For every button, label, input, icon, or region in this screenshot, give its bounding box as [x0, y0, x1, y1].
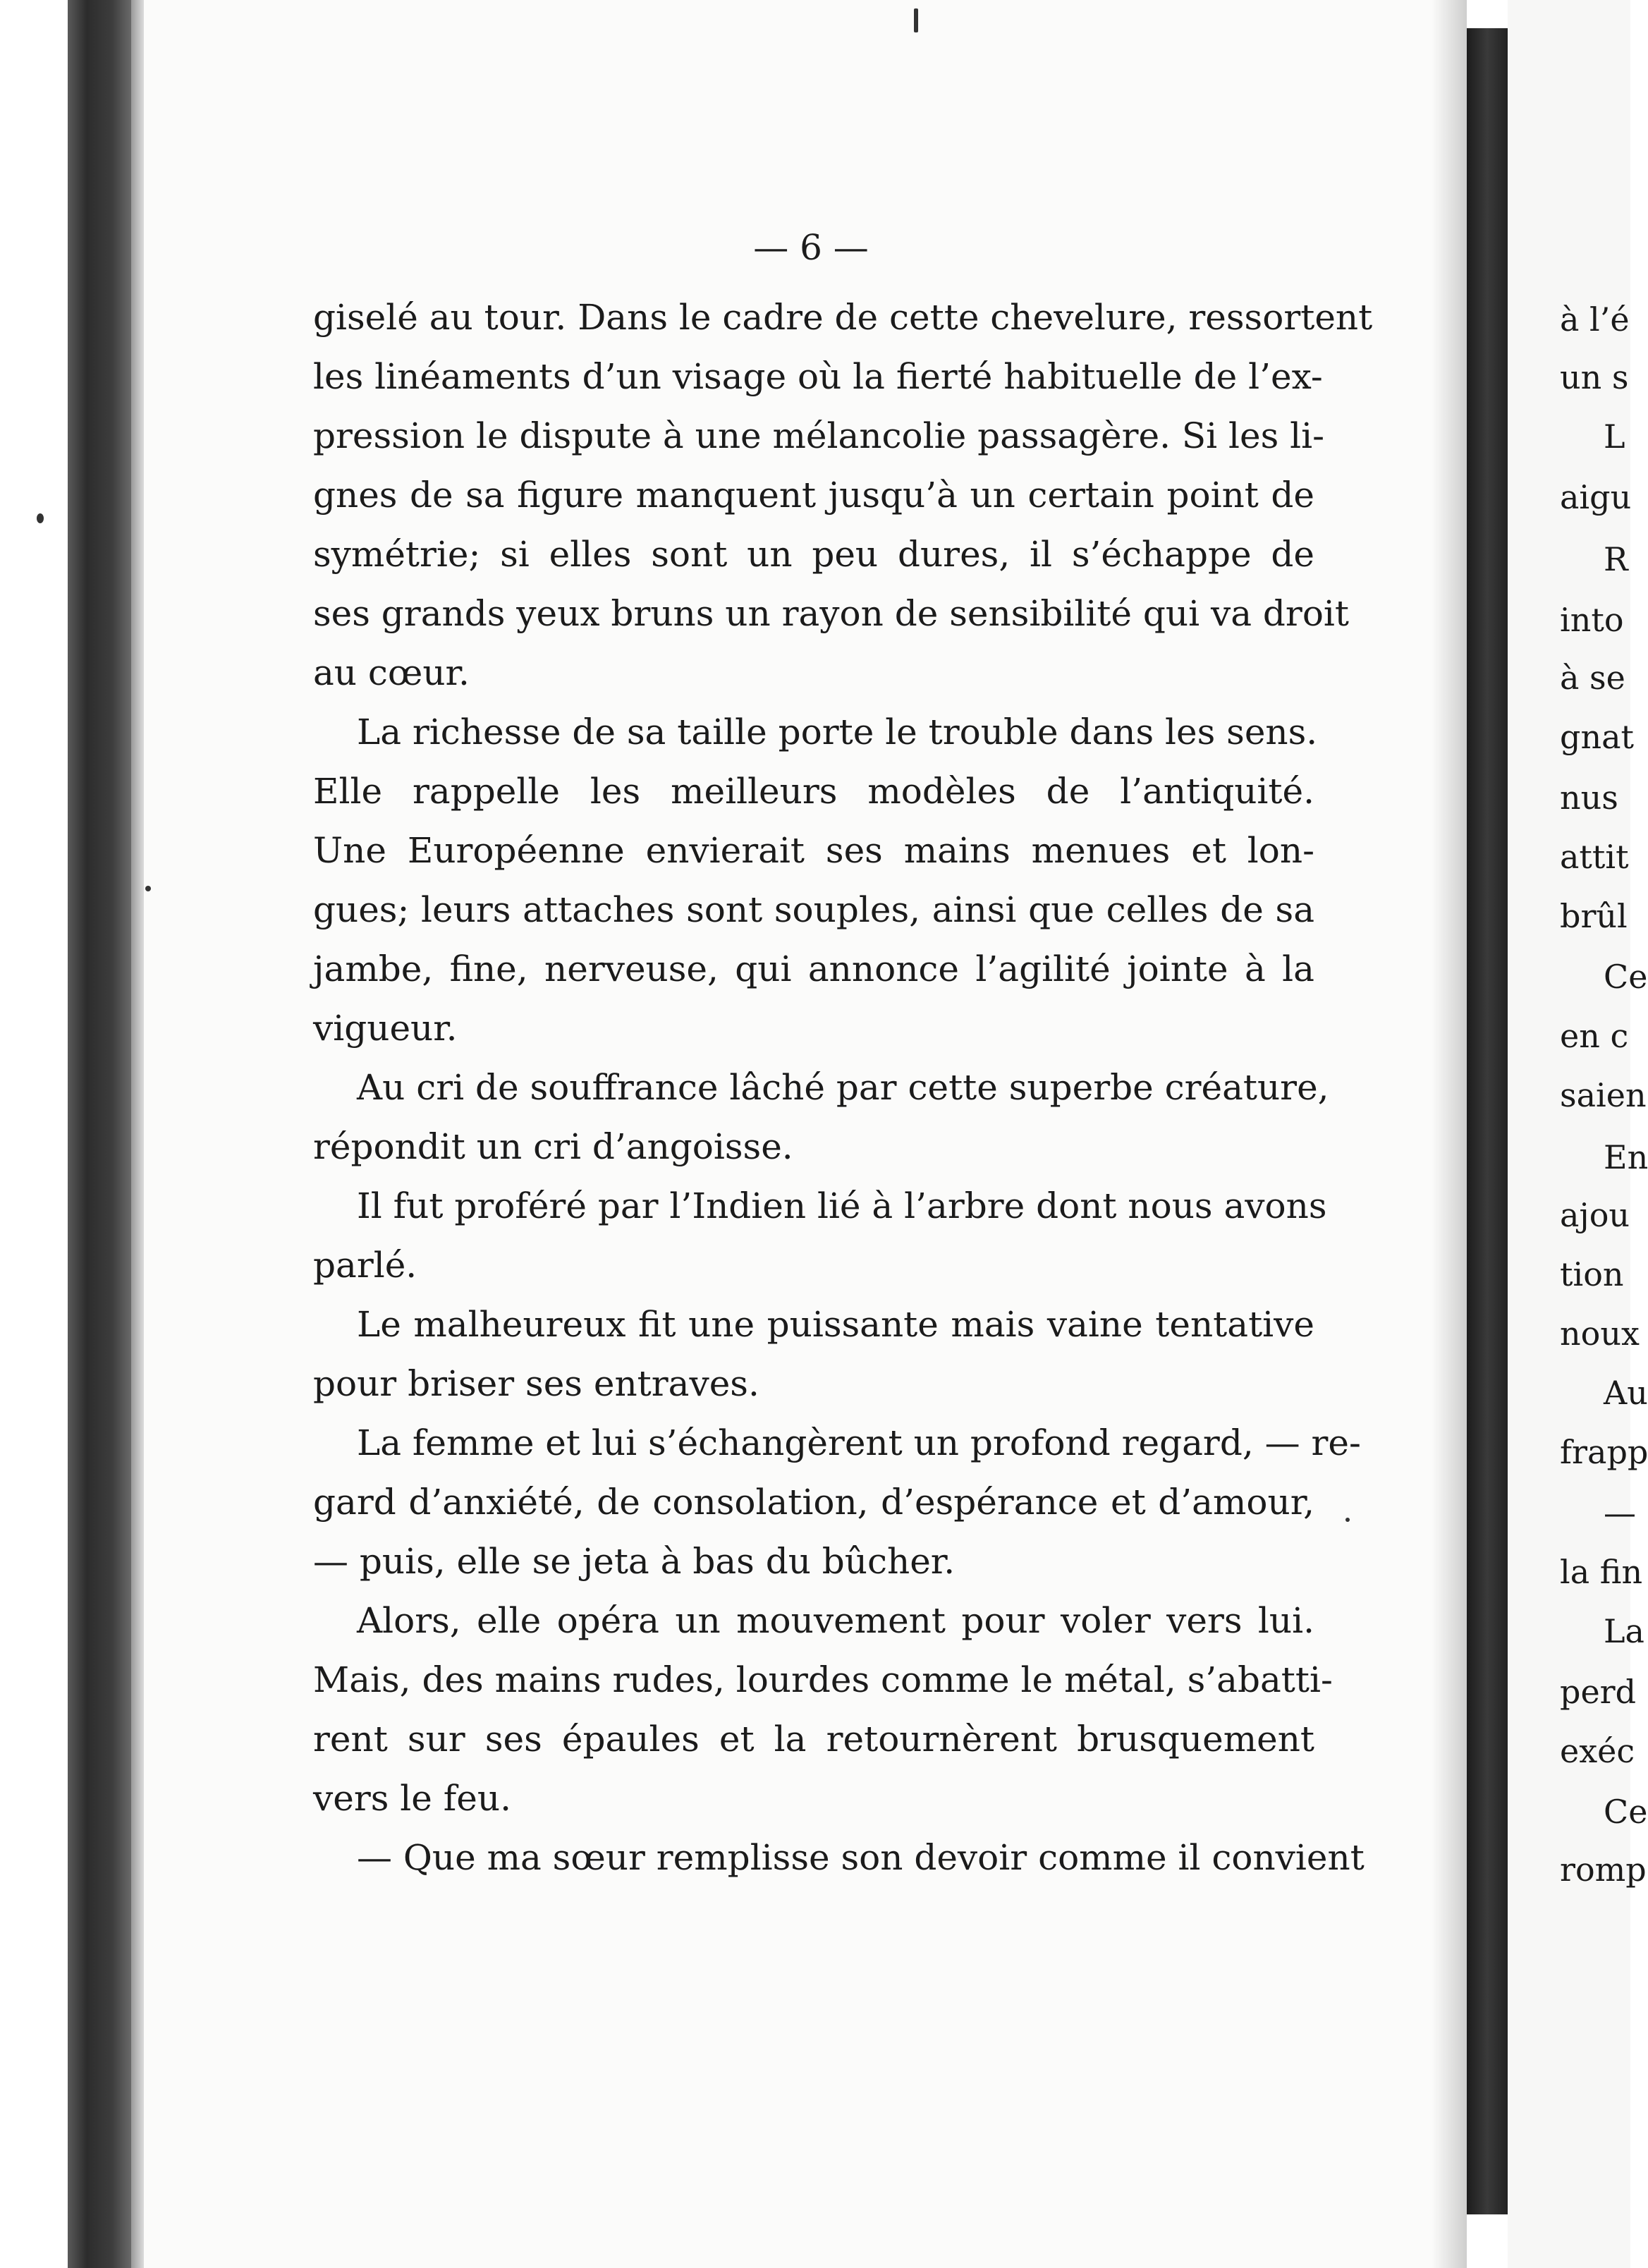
- next-page-fragment: aigu: [1560, 478, 1632, 516]
- next-page-fragment: la fin: [1560, 1553, 1643, 1591]
- text-line: Alors, elle opéra un mouvement pour voler vers lui.: [357, 1600, 1314, 1641]
- text-line: gnes de sa figure manquent jusqu’à un certain point de: [313, 475, 1314, 516]
- left-page-edge: [131, 0, 144, 2268]
- text-line: pression le dispute à une mélancolie passagère. Si les li-: [313, 415, 1325, 456]
- next-page-fragment: into: [1560, 601, 1624, 639]
- next-page-fragment: R: [1604, 540, 1628, 578]
- text-line: au cœur.: [313, 652, 470, 693]
- next-page-fragment: perd: [1560, 1673, 1637, 1711]
- scan-speck: [145, 886, 151, 891]
- next-page-fragment: à se: [1560, 659, 1625, 697]
- book-gutter: [1467, 28, 1508, 2214]
- text-line: vigueur.: [313, 1008, 458, 1049]
- scan-speck: [1345, 1518, 1350, 1522]
- next-page-fragment: attit: [1560, 838, 1629, 876]
- text-line: ses grands yeux bruns un rayon de sensibilité qui va droit: [313, 593, 1350, 634]
- text-line: La femme et lui s’échangèrent un profond regard, — re-: [357, 1422, 1361, 1463]
- next-page-fragment: Ce: [1604, 958, 1648, 996]
- next-page-fragment: un s: [1560, 358, 1629, 396]
- next-page-fragment: nus: [1560, 779, 1618, 817]
- left-binding-edge: [68, 0, 131, 2268]
- text-line: les linéaments d’un visage où la fierté habituelle de l’ex-: [313, 356, 1323, 397]
- next-page-fragment: brûl: [1560, 897, 1628, 935]
- page-number: — 6 —: [753, 227, 869, 268]
- text-line: giselé au tour. Dans le cadre de cette chevelure, ressortent: [313, 297, 1373, 338]
- text-line: pour briser ses entraves.: [313, 1363, 759, 1404]
- text-line: parlé.: [313, 1245, 417, 1286]
- body-text: [313, 288, 1373, 1887]
- next-page-cropped: [1508, 0, 1648, 2268]
- text-line: Mais, des mains rudes, lourdes comme le métal, s’abatti-: [313, 1659, 1333, 1700]
- next-page-fragment: à l’é: [1560, 300, 1630, 339]
- next-page-fragment: —: [1604, 1494, 1636, 1532]
- next-page-fragment: exéc: [1560, 1732, 1635, 1770]
- text-line: — Que ma sœur remplisse son devoir comme il convient: [357, 1837, 1365, 1878]
- text-line: vers le feu.: [313, 1778, 511, 1819]
- next-page-fragment: saien: [1560, 1076, 1647, 1114]
- next-page-fragment: L: [1604, 417, 1625, 456]
- text-line: Le malheureux fit une puissante mais vaine tentative: [357, 1304, 1314, 1345]
- page-fold-shadow: [1432, 0, 1467, 2268]
- text-line: répondit un cri d’angoisse.: [313, 1126, 793, 1167]
- text-line: rent sur ses épaules et la retournèrent brusquement: [313, 1719, 1314, 1760]
- next-page-fragment: tion: [1560, 1255, 1624, 1293]
- next-page-fragment: gnat: [1560, 718, 1634, 756]
- text-line: — puis, elle se jeta à bas du bûcher.: [313, 1541, 956, 1582]
- next-page-fragment: romp: [1560, 1851, 1647, 1889]
- scan-speck: [914, 8, 918, 32]
- next-page-fragment: Au: [1604, 1374, 1648, 1412]
- text-line: Elle rappelle les meilleurs modèles de l’antiquité.: [313, 771, 1314, 812]
- text-line: La richesse de sa taille porte le trouble dans les sens.: [357, 712, 1318, 752]
- next-page-fragment: frapp: [1560, 1433, 1648, 1471]
- text-line: Il fut proféré par l’Indien lié à l’arbre dont nous avons: [357, 1185, 1327, 1226]
- text-line: jambe, fine, nerveuse, qui annonce l’agilité jointe à la: [313, 949, 1314, 989]
- next-page-fragment: ajou: [1560, 1196, 1630, 1234]
- text-line: Au cri de souffrance lâché par cette superbe créature,: [357, 1067, 1329, 1108]
- next-page-fragment: noux: [1560, 1315, 1640, 1353]
- next-page-fragment: Ce: [1604, 1793, 1648, 1831]
- text-line: Une Européenne envierait ses mains menues et lon-: [313, 830, 1314, 871]
- text-line: symétrie; si elles sont un peu dures, il s’échappe de: [313, 534, 1314, 575]
- scan-speck: [37, 513, 44, 523]
- next-page-fragment: La: [1604, 1612, 1644, 1650]
- text-line: gard d’anxiété, de consolation, d’espérance et d’amour,: [313, 1482, 1314, 1523]
- next-page-fragment: En: [1604, 1138, 1648, 1176]
- next-page-fragment: en c: [1560, 1017, 1629, 1055]
- text-line: gues; leurs attaches sont souples, ainsi que celles de sa: [313, 889, 1314, 930]
